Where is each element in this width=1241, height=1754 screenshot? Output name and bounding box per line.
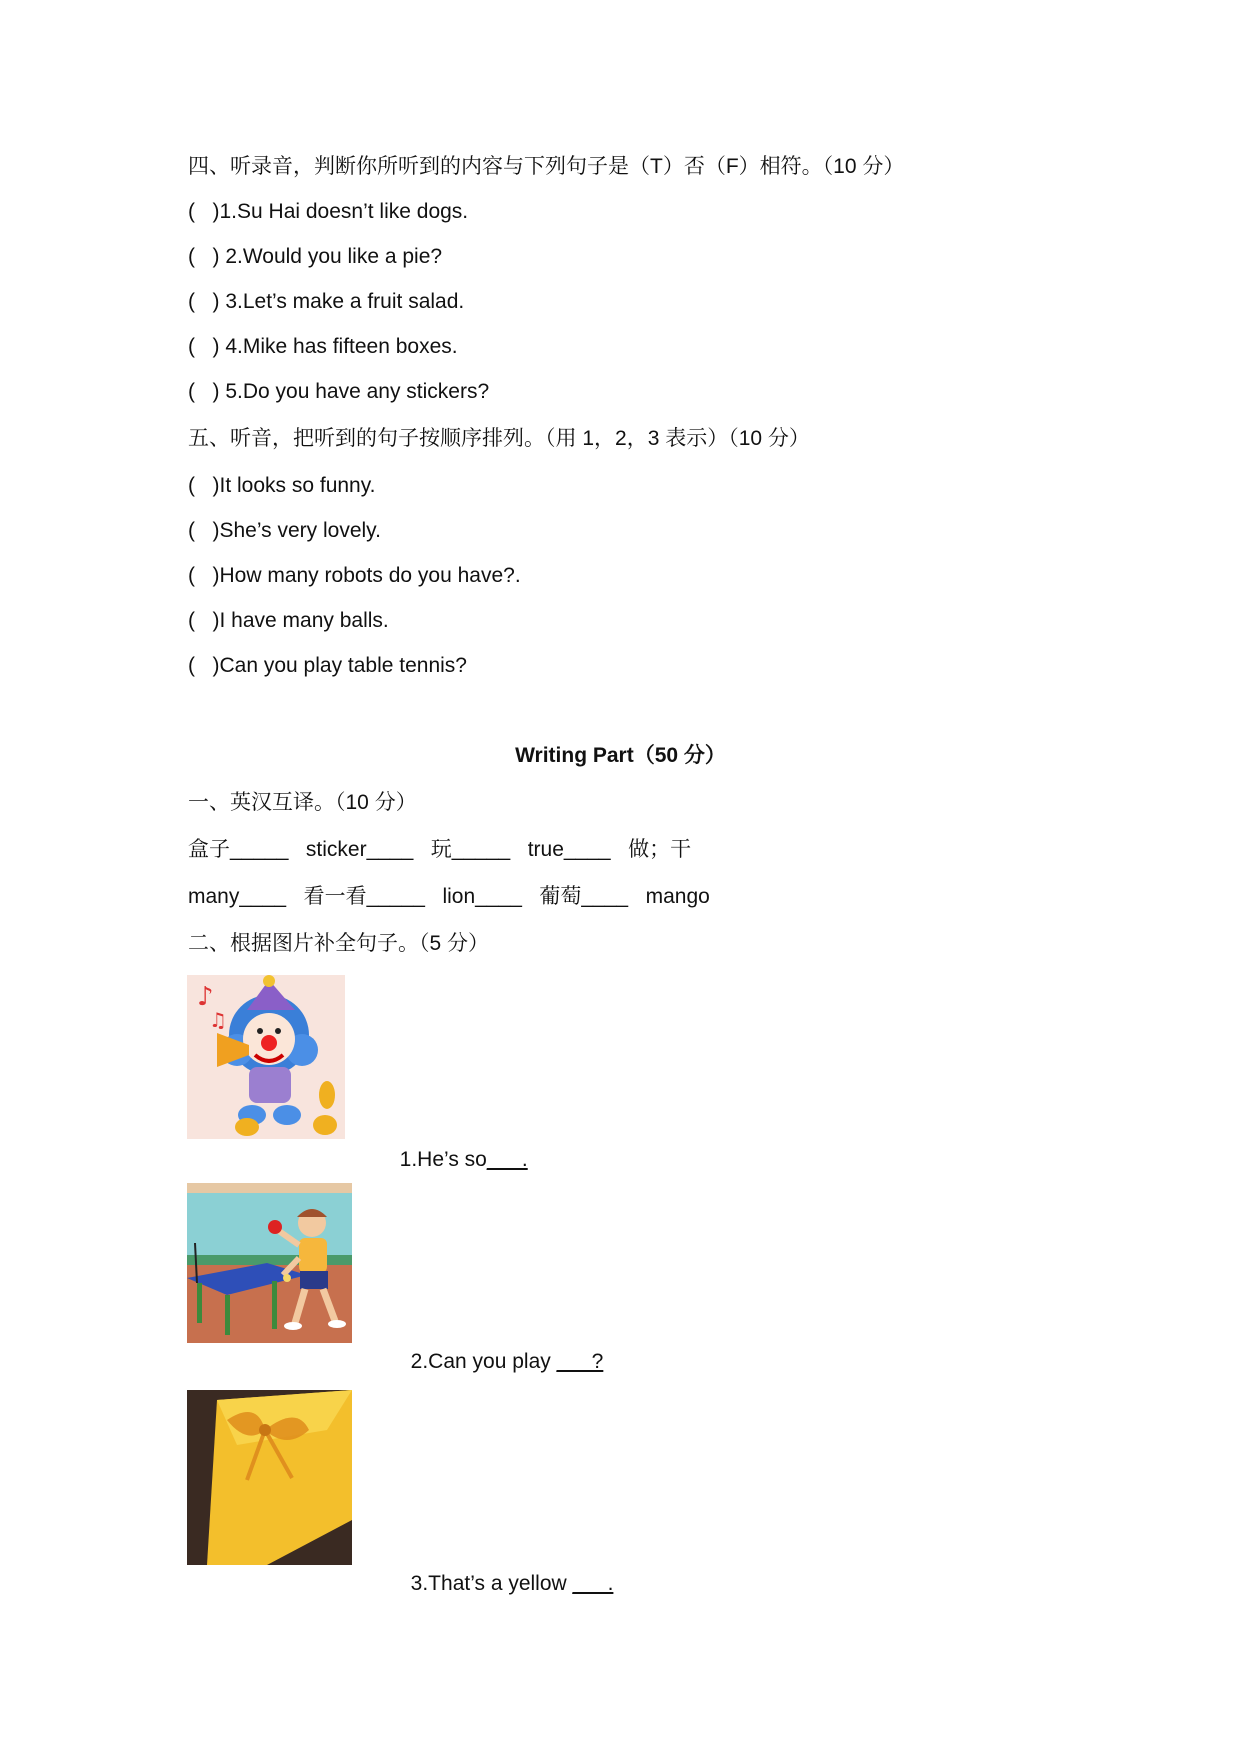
question-2 xyxy=(399,1320,603,1376)
section4-item-1: ( )1.Su Hai doesn’t like dogs. xyxy=(188,200,469,223)
section5-heading: 五、听音，把听到的句子按顺序排列。（用 1，2，3 表示）（10 分） xyxy=(188,427,810,450)
clown-picture xyxy=(187,975,345,1139)
part1-heading: 一、英汉互译。（10 分） xyxy=(188,791,417,814)
section5-item-4: ( )I have many balls. xyxy=(188,609,389,632)
question-1-blank: ___. xyxy=(486,1148,528,1171)
section5-item-5: ( )Can you play table tennis? xyxy=(188,654,467,677)
svg-text:♪: ♪ xyxy=(197,982,214,1012)
part2-heading: 二、根据图片补全句子。（5 分） xyxy=(188,932,490,955)
writing-part-title: Writing Part（50 分） xyxy=(515,744,726,767)
question-2-blank: ___? xyxy=(556,1350,604,1373)
section4-item-4: ( ) 4.Mike has fifteen boxes. xyxy=(188,335,458,358)
question-3 xyxy=(399,1542,613,1598)
translation-row-2: many____ 看一看_____ lion____ 葡萄____ mango xyxy=(188,885,710,908)
section4-item-2: ( ) 2.Would you like a pie? xyxy=(188,245,443,268)
question-3-text: 3.That’s a yellow xyxy=(410,1572,573,1595)
question-2-text: 2.Can you play xyxy=(410,1350,557,1373)
boy-playing-table-tennis-icon xyxy=(187,1183,352,1343)
translation-row-1: 盒子_____ sticker____ 玩_____ true____ 做；干 xyxy=(188,838,692,861)
section4-item-3: ( ) 3.Let’s make a fruit salad. xyxy=(188,290,465,313)
gift-box-picture xyxy=(187,1390,352,1565)
question-1-text: 1.He’s so xyxy=(399,1148,487,1171)
section5-item-2: ( )She’s very lovely. xyxy=(188,519,381,542)
section4-item-5: ( ) 5.Do you have any stickers? xyxy=(188,380,490,403)
svg-text:♫: ♫ xyxy=(209,1008,227,1032)
section5-item-1: ( )It looks so funny. xyxy=(188,474,376,497)
section5-item-3: ( )How many robots do you have?. xyxy=(188,564,521,587)
clown-with-horn-icon xyxy=(187,975,345,1139)
section4-heading: 四、听录音，判断你所听到的内容与下列句子是（T）否（F）相符。（10 分） xyxy=(188,155,905,178)
table-tennis-picture xyxy=(187,1183,352,1343)
question-1 xyxy=(388,1118,528,1174)
question-3-blank: ___. xyxy=(572,1572,614,1595)
yellow-gift-box-icon xyxy=(187,1390,352,1565)
